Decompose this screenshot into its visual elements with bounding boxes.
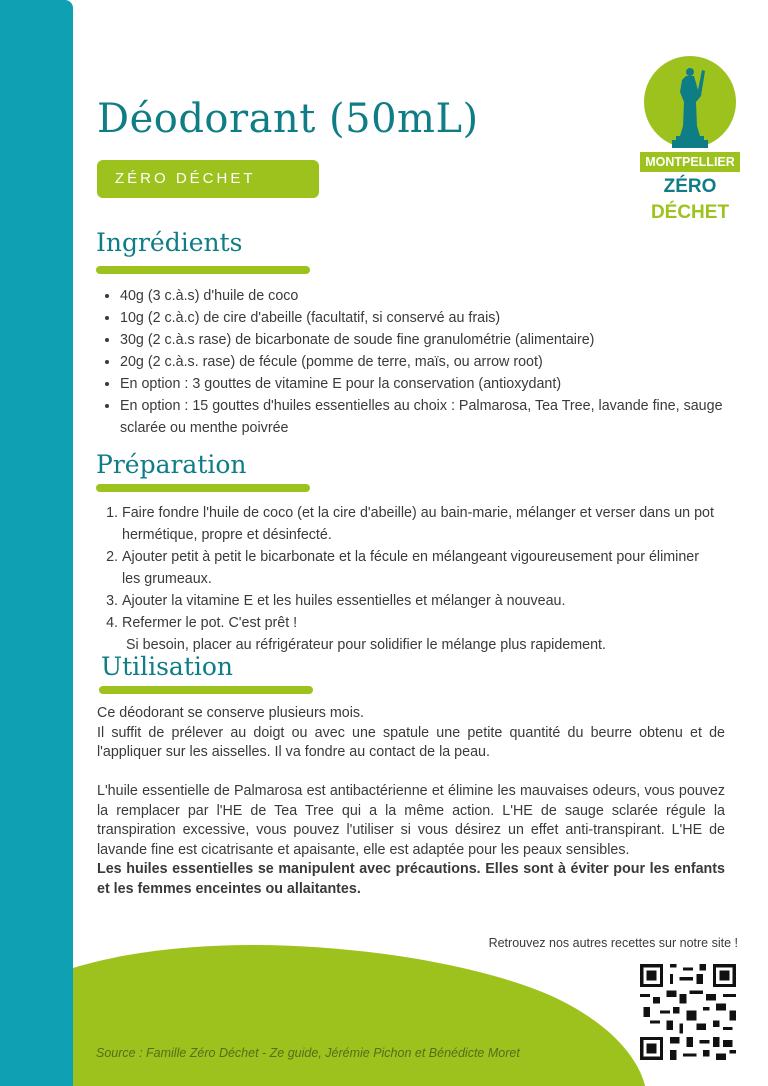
text-line: Il suffit de prélever au doigt ou avec une spatule une petite quantité du beurre obtenu et de l'appliquer sur les aisselles. Il va fondre au contact de la peau.	[97, 724, 725, 761]
text-line: L'huile essentielle de Palmarosa est antibactérienne et élimine les mauvaises odeurs, vous pouvez la remplacer par l'HE de Tea Tree qui a la même action. L'HE de sauge sclarée régule la transpiration excessive, vous pouvez l'utiliser si vous désirez un effet anti-transpirant. L'HE de lavande fine est cicatrisante et apaisante, elle est adaptée pour les peaux sensibles.	[97, 783, 725, 858]
list-item: 2. Ajouter petit à petit le bicarbonate et la fécule en mélangeant vigoureusement pour éliminer les grumeaux.	[122, 546, 718, 590]
list-item: • En option : 15 gouttes d'huiles essentielles au choix : Palmarosa, Tea Tree, lavande fine, sauge sclarée ou menthe poivrée	[120, 395, 730, 439]
site-link-text: Retrouvez nos autres recettes sur notre site !	[488, 936, 738, 950]
ingredients-underline	[96, 266, 310, 274]
list-item	[122, 612, 718, 656]
list-item: • 10g (2 c.à.c) de cire d'abeille (facultatif, si conservé au frais)	[120, 307, 730, 329]
preparation-steps	[98, 502, 718, 656]
utilisation-paragraph-1	[97, 704, 725, 763]
text-line: Ce déodorant se conserve plusieurs mois.	[97, 705, 365, 721]
ingredients-heading: Ingrédients	[96, 228, 243, 257]
logo-word-dechet: DÉCHET	[650, 202, 730, 223]
list-item: • 20g (2 c.à.s. rase) de fécule (pomme de terre, maïs, ou arrow root)	[120, 351, 730, 373]
list-item: 1. Faire fondre l'huile de coco (et la cire d'abeille) au bain-marie, mélanger et verser dans un pot hermétique, propre et désinfecté.	[122, 502, 718, 546]
preparation-underline	[96, 484, 310, 492]
utilisation-heading: Utilisation	[101, 652, 234, 681]
utilisation-underline	[99, 686, 313, 694]
zero-waste-tag: ZÉRO DÉCHET	[97, 160, 319, 198]
list-item: 3. Ajouter la vitamine E et les huiles essentielles et mélanger à nouveau.	[122, 590, 718, 612]
step-text: Si besoin, placer au réfrigérateur pour solidifier le mélange plus rapidement.	[126, 637, 606, 653]
step-text: Refermer le pot. C'est prêt !	[122, 615, 298, 631]
preparation-heading: Préparation	[96, 450, 247, 479]
source-citation: Source : Famille Zéro Déchet - Ze guide, Jérémie Pichon et Bénédicte Moret	[96, 1046, 520, 1060]
warning-text: Les huiles essentielles se manipulent avec précautions. Elles sont à éviter pour les enfants et les femmes enceintes ou allaitantes.	[97, 861, 725, 897]
logo-line-montpellier: MONTPELLIER	[640, 152, 740, 172]
list-item: • En option : 3 gouttes de vitamine E pour la conservation (antioxydant)	[120, 373, 730, 395]
logo-line-zero-dechet	[630, 174, 750, 226]
page-title: Déodorant (50mL)	[97, 96, 479, 142]
logo-word-zero: ZÉRO	[663, 176, 717, 197]
ingredients-list	[96, 285, 730, 439]
list-item: • 30g (2 c.à.s rase) de bicarbonate de soude fine granulométrie (alimentaire)	[120, 329, 730, 351]
qr-code-icon[interactable]	[640, 964, 736, 1060]
utilisation-paragraph-2	[97, 782, 725, 900]
list-item: • 40g (3 c.à.s) d'huile de coco	[120, 285, 730, 307]
